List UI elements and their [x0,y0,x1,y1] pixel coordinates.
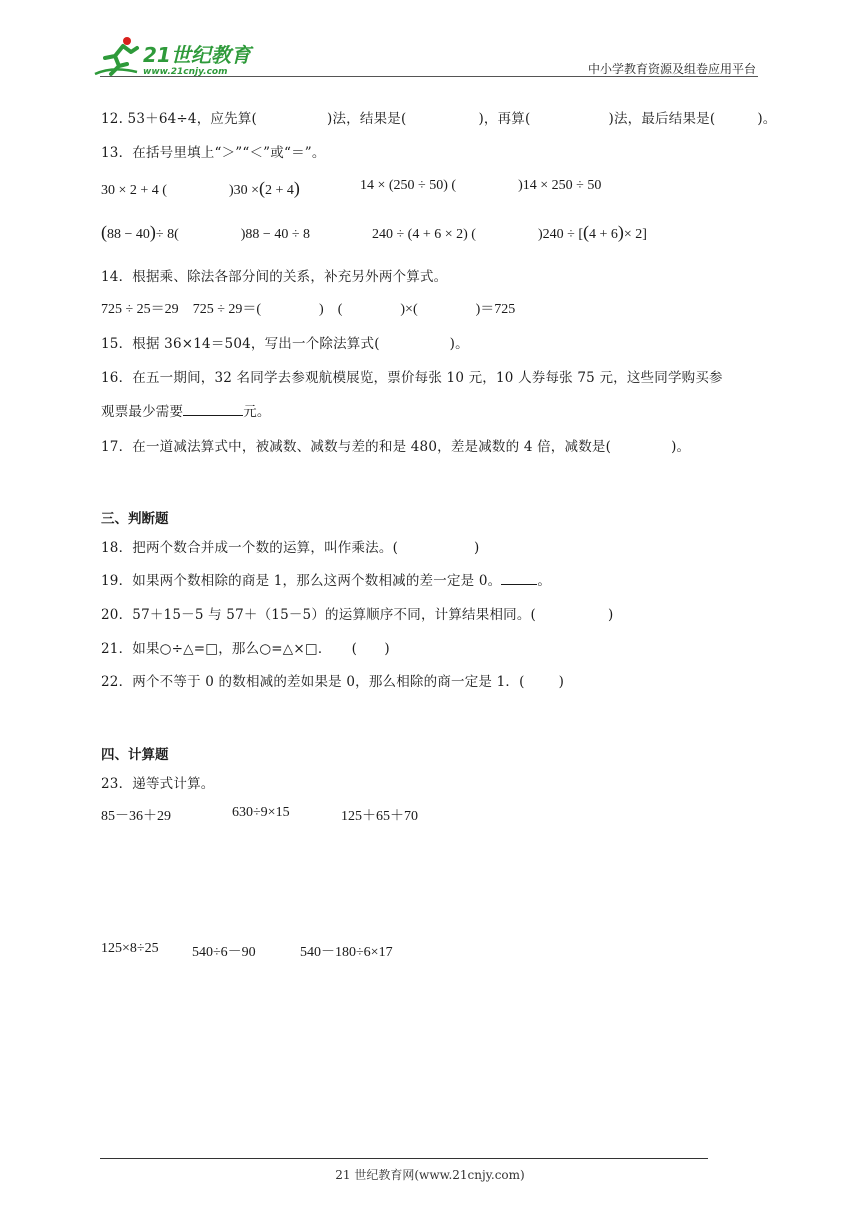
question-19: 19．如果两个数相除的商是 1，那么这两个数相减的差一定是 0。 。 [101,573,552,589]
question-15: 15．根据 36×14＝504，写出一个除法算式( )。 [101,336,469,352]
brand-logo [93,36,263,80]
answer-blank [501,572,537,585]
footer-rule [100,1158,708,1159]
runner-icon [95,37,137,74]
section-3-title: 三、判断题 [101,511,169,527]
footer-text: 21 世纪教育网(www.21cnjy.com) [335,1168,525,1182]
q13-compare-d: 240 ÷ (4 + 6 × 2) ( )240 ÷ [(4 + 6)× 2] [372,222,647,242]
question-12: 12. 53＋64÷4，应先算( )法，结果是( )，再算( )法，最后结果是( )。 [101,111,777,127]
question-17: 17．在一道减法算式中，被减数、减数与差的和是 480，差是减数的 4 倍，减数是( )。 [101,439,691,455]
question-21: 21．如果○÷△=□，那么○=△×□． ( ) [101,641,390,657]
brand-url: www.21cnjy.com [143,67,228,77]
q13-compare-a: 30 × 2 + 4 ( )30 ×(2 + 4) [101,178,300,198]
q23-expression: 125×8÷25 [101,941,159,956]
header-rule [100,76,758,77]
question-16-line2: 观票最少需要 元。 [101,404,271,420]
q13-compare-b: 14 × (250 ÷ 50) ( )14 × 250 ÷ 50 [360,178,602,193]
q13-compare-c: (88 − 40)÷ 8( )88 − 40 ÷ 8 [101,222,311,242]
question-22: 22．两个不等于 0 的数相减的差如果是 0，那么相除的商一定是 1．( ) [101,674,565,690]
question-16-line1: 16．在五一期间，32 名同学去参观航模展览，票价每张 10 元，10 人券每张 75 元，这些同学购买参 [101,370,723,386]
q23-expression: 540－180÷6×17 [300,945,393,960]
brand-name: 21世纪教育 [143,43,251,67]
q23-expression: 85－36＋29 [101,809,171,824]
q14-equations: 725 ÷ 25＝29 725 ÷ 29＝( ) ( )×( )＝725 [101,302,516,317]
question-20: 20．57＋15－5 与 57＋（15－5）的运算顺序不同，计算结果相同。( ) [101,607,614,623]
question-23: 23．递等式计算。 [101,776,215,792]
question-14: 14．根据乘、除法各部分间的关系，补充另外两个算式。 [101,269,448,285]
q23-expression: 540÷6－90 [192,945,256,960]
header-platform-text: 中小学教育资源及组卷应用平台 [587,62,756,76]
q23-expression: 125＋65＋70 [341,809,418,824]
q23-expression: 630÷9×15 [232,805,290,820]
question-18: 18．把两个数合并成一个数的运算，叫作乘法。( ) [101,540,480,556]
section-4-title: 四、计算题 [101,747,169,763]
question-13: 13．在括号里填上“＞”“＜”或“＝”。 [101,145,326,161]
answer-blank [183,403,243,416]
